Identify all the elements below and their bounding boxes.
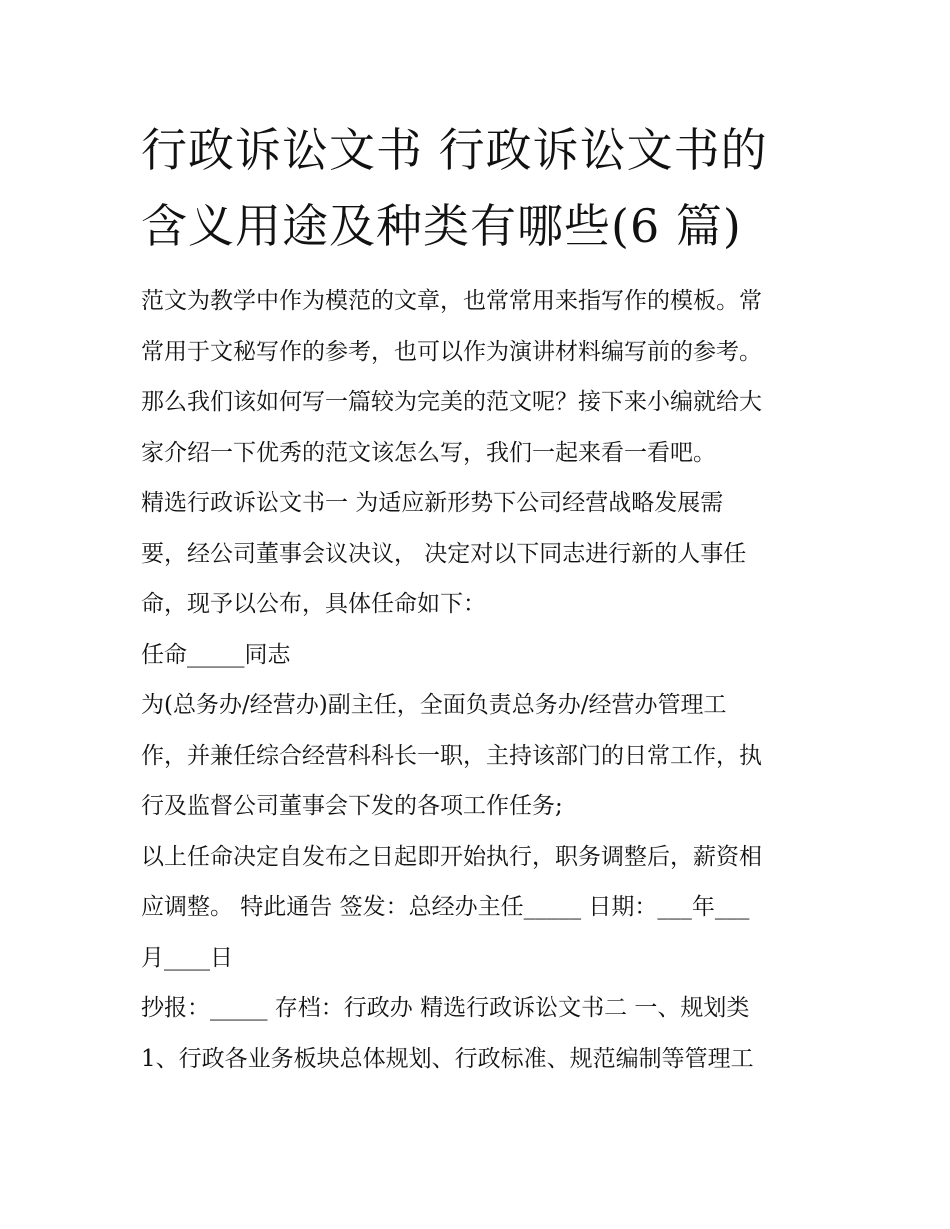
body-line: 家介绍一下优秀的范文该怎么写，我们一起来看一看吧。 — [141, 439, 716, 466]
body-line: 要，经公司董事会议决议， 决定对以下同志进行新的人事任 — [141, 540, 747, 567]
body-line: 行及监督公司董事会下发的各项工作任务; — [141, 793, 563, 819]
body-line: 任命_____同志 — [141, 641, 291, 668]
body-line: 抄报：_____ 存档：行政办 精选行政诉讼文书二 一、规划类 — [141, 995, 750, 1021]
body-line: 以上任命决定自发布之日起即开始执行，职务调整后，薪资相 — [141, 843, 762, 870]
body-line: 常用于文秘写作的参考，也可以作为演讲材料编写前的参考。 — [141, 338, 762, 365]
document-title — [141, 112, 821, 264]
body-line: 应调整。 特此通告 签发：总经办主任_____ 日期：___年___ — [141, 894, 750, 920]
body-line: 月____日 — [141, 944, 233, 971]
body-line: 1、行政各业务板块总体规划、行政标准、规范编制等管理工 — [141, 1045, 754, 1072]
body-line: 作，并兼任综合经营科科长一职，主持该部门的日常工作，执 — [141, 742, 762, 769]
body-line: 那么我们该如何写一篇较为完美的范文呢？接下来小编就给大 — [141, 389, 762, 415]
title-line-2: 含义用途及种类有哪些(6 篇) — [141, 199, 742, 253]
body-line: 精选行政诉讼文书一 为适应新形势下公司经营战略发展需 — [141, 490, 724, 516]
body-line: 为(总务办/经营办)副主任，全面负责总务办/经营办管理工 — [141, 692, 727, 718]
document-body — [141, 276, 821, 1084]
body-line: 范文为教学中作为模范的文章，也常常用来指写作的模板。常 — [141, 288, 762, 314]
body-line: 命，现予以公布，具体任命如下： — [141, 591, 486, 617]
title-line-1: 行政诉讼文书 行政诉讼文书的 — [141, 123, 768, 177]
